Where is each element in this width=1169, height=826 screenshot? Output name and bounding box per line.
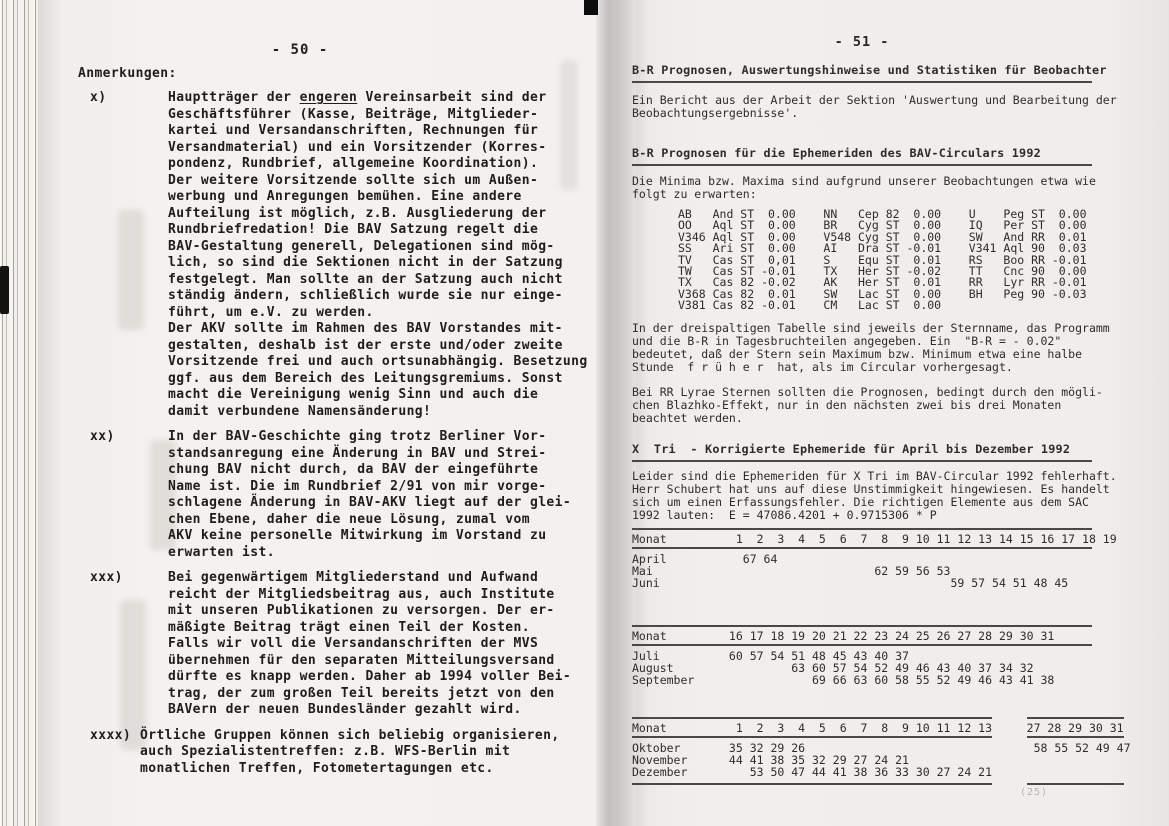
text-line: In der BAV-Geschichte ging trotz Berliner Vor-	[168, 429, 547, 444]
note-body	[168, 90, 595, 420]
book-binding-edge	[0, 0, 38, 826]
table-row: April 67 64	[632, 551, 778, 566]
text-line	[168, 90, 595, 107]
note-body	[140, 728, 595, 778]
note-body	[168, 570, 595, 719]
table-row: August 63 60 57 54 52 49 46 43 40 37 34 32	[632, 660, 1034, 675]
text-line: werbung und Anregungen bemühen. Eine andere	[168, 189, 522, 204]
text-line: BAV-Gestaltung generell, Delegationen sind mög-	[168, 238, 555, 254]
text-line: Leider sind die Ephemeriden für X Tri im BAV-Circular 1992 fehlerhaft.	[632, 468, 1117, 483]
text-line: Örtliche Gruppen können sich beliebig organisieren,	[140, 727, 560, 743]
note-x	[90, 90, 595, 420]
text-line: ständig ändern, schließlich wurde sie nur einge-	[168, 288, 563, 303]
left-page-heading: Anmerkungen:	[78, 66, 177, 81]
text-line: Der AKV sollte im Rahmen des BAV Vorstandes mit-	[168, 321, 563, 336]
note-xxxx	[90, 728, 595, 778]
table-note-paragraph	[632, 322, 1142, 374]
text-line: trag, der zum großen Teil bereits jetzt von den	[168, 685, 555, 701]
table-row: TW Cas ST -0.01 TX Her ST -0.02 TT Cnc 90 0.00	[678, 264, 1087, 279]
text-line: Vorsitzende frei und auch ortsunabhängig. Besetzung	[168, 354, 588, 369]
note-lines	[168, 107, 595, 421]
text-line: pondenz, Rundbrief, allgemeine Koordination).	[168, 156, 539, 171]
text-line: Ein Bericht aus der Arbeit der Sektion 'Auswertung und Bearbeitung der	[632, 93, 1117, 107]
text-line: Bei gegenwärtigem Mitgliederstand und Aufwand	[168, 570, 539, 585]
horizontal-rule	[632, 547, 1092, 549]
text-segment: Hauptträger der	[168, 90, 300, 105]
note-xx	[90, 429, 595, 561]
ephemeris-table-1-header	[632, 533, 1142, 545]
table-header-row: Monat 1 2 3 4 5 6 7 8 9 10 11 12 13 14 15 16 17 18 19	[632, 531, 1117, 546]
horizontal-rule-split	[632, 717, 1124, 719]
ephemeris-table-1-rows	[632, 553, 1142, 589]
note-marker: x)	[90, 90, 107, 105]
section1-heading: B-R Prognosen für die Ephemeriden des BAV-Circulars 1992	[632, 146, 1092, 166]
table-row: AB And ST 0.00 NN Cep 82 0.00 U Peg ST 0.00	[678, 207, 1087, 221]
table-row: Mai 62 59 56 53	[632, 563, 951, 578]
intro-paragraph	[632, 94, 1142, 120]
horizontal-rule	[632, 644, 1092, 646]
table-row: TX Cas 82 -0.02 AK Her ST 0.01 RR Lyr RR -0.01	[678, 275, 1087, 290]
right-page-number: - 51 -	[834, 34, 890, 50]
text-line: schlagene Änderung in BAV-AKV liegt auf der glei-	[168, 495, 572, 510]
note-marker: xxx)	[90, 570, 123, 585]
table-row: Oktober 35 32 29 26 58 55 52 49 47	[632, 740, 1131, 755]
text-line: Falls wir voll die Versandanschriften der MVS	[168, 636, 539, 651]
text-line: Der weitere Vorsitzende sollte sich um Außen-	[168, 172, 539, 188]
horizontal-rule	[632, 625, 1092, 627]
note-lines	[168, 570, 595, 719]
text-line: monatlichen Treffen, Fotometertagungen etc.	[140, 760, 494, 776]
text-line: führt, um e.V. zu werden.	[168, 304, 374, 320]
text-line: kartei und Versandanschriften, Rechnungen für	[168, 123, 539, 138]
page-gutter-shadow	[596, 0, 636, 826]
left-page-number: - 50 -	[271, 42, 329, 58]
text-line: Die Minima bzw. Maxima sind aufgrund unserer Beobachtungen etwa wie	[632, 174, 1096, 188]
gutter-top-mark	[584, 0, 598, 15]
text-line: auch Spezialistentreffen: z.B. WFS-Berlin mit	[140, 744, 511, 759]
text-line: und die B-R in Tagesbruchteilen angegeben. Ein "B-R = - 0.02"	[632, 333, 1062, 348]
note-marker: xxxx)	[90, 727, 132, 743]
horizontal-rule-split	[632, 783, 1124, 785]
text-line: BAVern der neuen Bundesländer gezahlt wird.	[168, 702, 522, 717]
table-header-row: Monat 1 2 3 4 5 6 7 8 9 10 11 12 13 27 28 29 30 31	[632, 720, 1124, 735]
xtri-heading: X Tri - Korrigierte Ephemeride für April bis Dezember 1992	[632, 442, 1092, 462]
table-header-row: Monat 16 17 18 19 20 21 22 23 24 25 26 27 28 29 30 31	[632, 628, 1055, 643]
text-line: macht die Vereinigung wenig Sinn und auch die	[168, 387, 539, 402]
text-line: Bei RR Lyrae Sternen sollten die Prognosen, bedingt durch den mögli-	[632, 384, 1103, 399]
note-xxx	[90, 570, 595, 719]
note-lines	[168, 429, 595, 561]
table-row: Juli 60 57 54 51 48 45 43 40 37	[632, 648, 909, 663]
text-line: Versandmaterial) und ein Vorsitzender (Korres-	[168, 139, 547, 155]
text-line: erwarten ist.	[168, 544, 275, 560]
ephemeris-table-3-rows	[632, 742, 1142, 778]
note-lines	[140, 728, 595, 778]
text-line: Herr Schubert hat uns auf diese Unstimmigkeit hingewiesen. Es handelt	[632, 481, 1110, 496]
note-body	[168, 429, 595, 561]
table-row: V368 Cas 82 0.01 SW Lac ST 0.00 BH Peg 90 -0.03	[678, 286, 1087, 301]
table-row: TV Cas ST 0,01 S Equ ST 0.01 RS Boo RR -0.01	[678, 252, 1087, 267]
text-line: dürfte es knapp werden. Daher ab 1994 voller Bei-	[168, 669, 572, 684]
main-heading: B-R Prognosen, Auswertungshinweise und Statistiken für Beobachter	[632, 63, 1092, 83]
text-line: mit unseren Publikationen zu versorgen. Der er-	[168, 603, 555, 618]
ephemeris-table-2-header	[632, 630, 1142, 642]
horizontal-rule-split	[632, 736, 1124, 738]
horizontal-rule	[632, 528, 1092, 530]
text-line: Stunde f r ü h e r hat, als im Circular vorhergesagt.	[632, 359, 1013, 374]
text-line: festgelegt. Man sollte an der Satzung auch nicht	[168, 271, 563, 287]
text-line: bedeutet, daß der Stern sein Maximum bzw. Minimum etwa eine halbe	[632, 346, 1083, 361]
faint-footnote: (25)	[1020, 787, 1049, 798]
table-row: V381 Cas 82 -0.01 CM Lac ST 0.00	[678, 298, 942, 313]
ephemeris-table-3-header	[632, 722, 1142, 734]
text-line: chen Blazhko-Effekt, nur in den nächsten zwei bis drei Monaten	[632, 397, 1062, 412]
text-line: Aufteilung ist möglich, z.B. Ausgliederung der	[168, 205, 547, 221]
text-line: chung BAV nicht durch, da BAV der eingeführte	[168, 462, 539, 477]
table-row: November 44 41 38 35 32 29 27 24 21	[632, 752, 909, 767]
text-line: sich um einen Erfassungsfehler. Die richtigen Elemente aus dem SAC	[632, 494, 1089, 509]
text-line: mäßigte Beitrag trägt einen Teil der Kosten.	[168, 619, 530, 635]
binding-ink-blob	[0, 266, 9, 314]
table-row: SS Ari ST 0.00 AI Dra ST -0.01 V341 Aql 90 0.03	[678, 241, 1087, 256]
text-line: Geschäftsführer (Kasse, Beiträge, Mitglieder-	[168, 106, 539, 122]
xtri-paragraph	[632, 470, 1142, 522]
table-row: V346 Aql ST 0.00 V548 Cyg ST 0.00 SW And RR 0.01	[678, 229, 1087, 244]
text-line: gestalten, deshalb ist der erste und/oder zweite	[168, 337, 563, 353]
text-line: ggf. aus dem Bereich des Leitungsgremiums. Sonst	[168, 370, 563, 386]
text-segment: Vereinsarbeit sind der	[357, 90, 547, 105]
text-line: übernehmen für den separaten Mitteilungsversand	[168, 652, 555, 668]
notes-list	[90, 90, 595, 786]
text-line: 1992 lauten: E = 47086.4201 + 0.9715306 * P	[632, 507, 937, 522]
text-line: Name ist. Die im Rundbrief 2/91 von mir vorge-	[168, 478, 547, 494]
text-line: chen Ebene, daher die neue Lösung, zumal vom	[168, 511, 530, 527]
table-row: September 69 66 63 60 58 55 52 49 46 43 41 38	[632, 672, 1055, 687]
note-marker: xx)	[90, 429, 115, 444]
underlined-word: engeren	[299, 90, 358, 105]
text-line: Beobachtungsergebnisse'.	[632, 106, 799, 120]
text-line: Rundbriefredation! Die BAV Satzung regelt die	[168, 222, 539, 237]
right-page-content	[632, 34, 1142, 785]
text-line: lich, so sind die Sektionen nicht in der Satzung	[168, 255, 563, 270]
table-row: OO Aql ST 0.00 BR Cyg ST 0.00 IQ Per ST 0.00	[678, 218, 1087, 233]
text-line: standsanregung eine Änderung in BAV und Strei-	[168, 445, 547, 461]
text-line: AKV keine personelle Mitwirkung im Vorstand zu	[168, 528, 547, 543]
text-line: reicht der Mitgliedsbeitrag aus, auch Institute	[168, 586, 555, 602]
section1-intro	[632, 175, 1142, 201]
text-line: In der dreispaltigen Tabelle sind jeweils der Sternname, das Programm	[632, 320, 1110, 335]
text-line: folgt zu erwarten:	[632, 187, 757, 201]
star-br-table	[632, 209, 1142, 312]
ephemeris-table-2-rows	[632, 650, 1142, 686]
table-row: Juni 59 57 54 51 48 45	[632, 575, 1069, 590]
rr-lyrae-paragraph	[632, 386, 1142, 425]
table-row: Dezember 53 50 47 44 41 38 36 33 30 27 24 21	[632, 764, 993, 779]
text-line: beachtet werden.	[632, 410, 743, 425]
text-line: damit verbundene Namensänderung!	[168, 403, 432, 419]
